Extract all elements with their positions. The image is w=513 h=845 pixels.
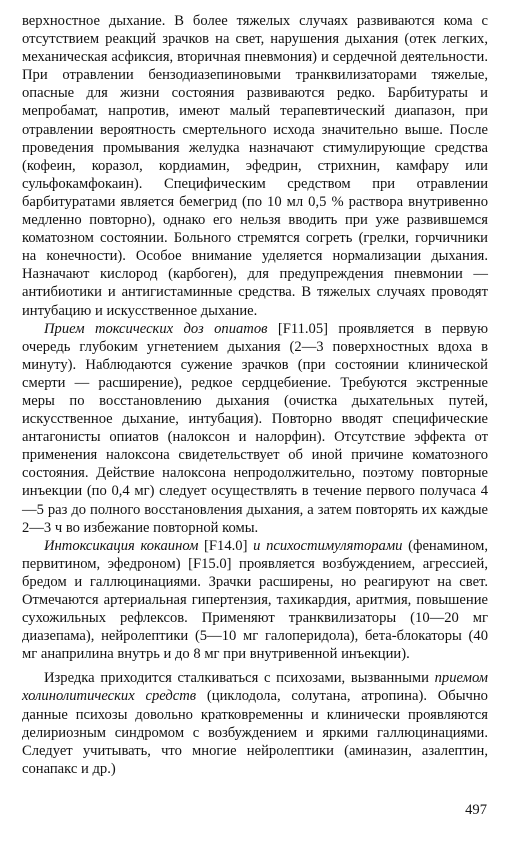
page-number: 497 [465,802,487,818]
paragraph-3-italic-term-1: Интоксикация кокаином [44,537,199,554]
paragraph-3-text: (фенамином, первитином, эфедроном) [F15.0] проявляется возбуждением, агрессией, бредом и галлюцинациями. Зрачки расширены, но реагируют на свет. Отмечаются артериальная гипертензия, тахикардия, аритмия, повышение сухожильных рефлексов. Применяют транквилизаторы (10—20 мг диазепама), нейролептики (5—10 мг галоперидола), бета-блокаторы (40 мг анаприлина внутрь и до 8 мг при внутривенной инъекции). [22,537,488,663]
paragraph-4-text-2: (циклодола, солутана, атропина). Обычно данные психозы довольно кратковременны и клинически проявляются делириозным синдромом с возбуждением и яркими галлюцинациями. Следует учитывать, что многие нейролептики (аминазин, азалептин, сонапакс и др.) [22,688,488,777]
paragraph-4-text-1: Изредка приходится сталкиваться с психозами, вызванными [44,670,435,687]
paragraph-1 [22,12,488,320]
paragraph-2-italic-term: Прием токсических доз опиатов [44,320,268,337]
paragraph-4-italic-term: приемом холинолитических средств [22,670,488,705]
page-text-body [22,12,488,778]
paragraph-3 [22,537,488,664]
paragraph-2 [22,320,488,537]
paragraph-3-code: [F14.0] [198,537,254,554]
paragraph-4 [22,669,488,778]
paragraph-3-italic-term-2: и психостимуляторами [253,537,403,554]
paragraph-2-text: [F11.05] проявляется в первую очередь глубоким угнетением дыхания (2—3 поверхностных вдоха в минуту). Наблюдаются сужение зрачков (при состоянии клинической смерти — расширение), редкое сердцебиение. Требуются экстренные меры по восстановлению дыхания (очистка дыхательных путей, искусственное дыхание, интубация). Повторно вводят специфические антагонисты опиатов (налоксон и налорфин). Отсутствие эффекта от применения налоксона свидетельствует об иной причине коматозного состояния. Действие налоксона непродолжительно, поэтому повторные инъекции (по 0,4 мг) следует осуществлять в течение первого получаса 4—5 раз до полного восстановления дыхания, а затем повторять их каждые 2—3 ч во избежание повторной комы. [22,320,488,536]
paragraph-1-text: верхностное дыхание. В более тяжелых случаях развиваются кома с отсутствием реакций зрачков на свет, нарушения дыхания (отек легких, механическая асфиксия, вторичная пневмония) и сердечной деятельности. При отравлении бензодиазепиновыми транквилизаторами тяжелые, опасные для жизни состояния развиваются редко. Барбитураты и мепробамат, напротив, имеют малый терапевтический диапазон, при отравлении вероятность смертельного исхода значительно выше. После проведения промывания желудка назначают стимулирующие средства (кофеин, коразол, кордиамин, эфедрин, стрихнин, камфару или сульфокамфокаин). Специфическим средством при отравлении барбитуратами является бемегрид (по 10 мл 0,5 % раствора внутривенно медленно повторно), однако его нельзя вводить при уже развившемся коматозном состоянии. Больного стремятся согреть (грелки, горчичники на конечности). Особое внимание уделяется нормализации дыхания. Назначают кислород (карбоген), для предупреждения пневмонии — антибиотики и антигистаминные средства. В тяжелых случаях проводят интубацию и искусственное дыхание. [22,13,488,319]
